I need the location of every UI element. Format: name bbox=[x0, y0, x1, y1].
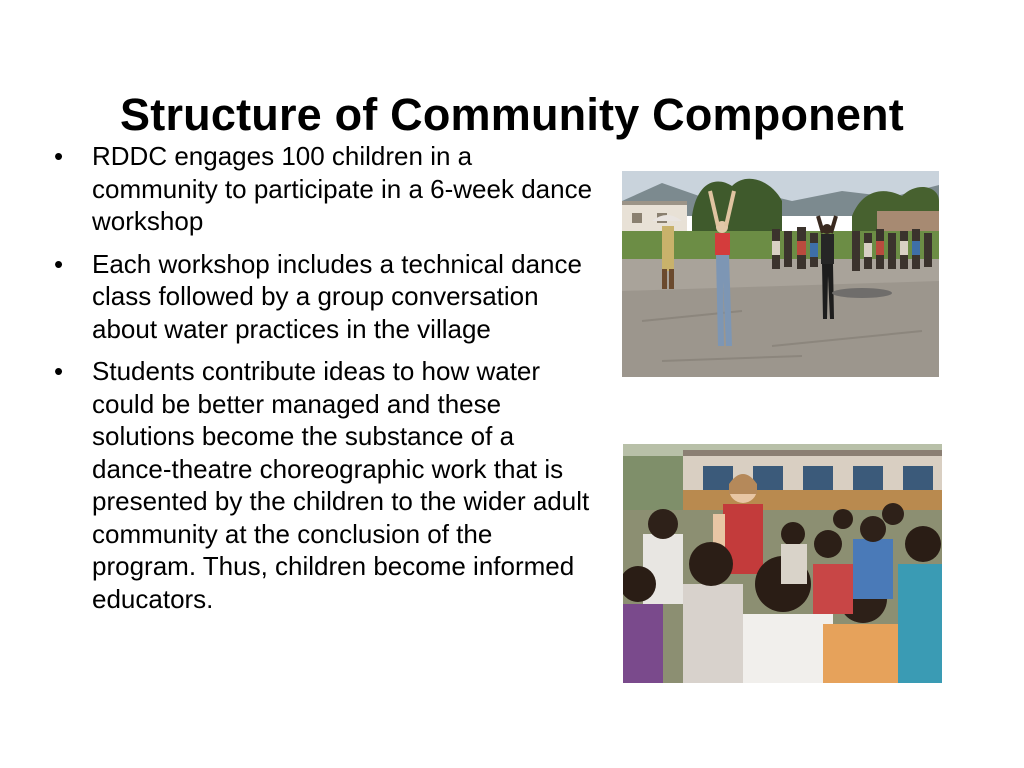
bullet-text: Each workshop includes a technical dance class followed by a group conversation about water practices in the village bbox=[92, 248, 582, 344]
bullet-marker: • bbox=[54, 356, 64, 386]
slide-title: Structure of Community Component bbox=[120, 89, 904, 141]
children-group-photo bbox=[623, 444, 942, 683]
bullet-marker: • bbox=[54, 248, 64, 279]
bullet-item bbox=[52, 248, 597, 346]
bullet-item bbox=[52, 355, 597, 615]
bullet-item bbox=[52, 140, 597, 238]
dance-workshop-photo bbox=[622, 171, 939, 377]
bullet-marker: • bbox=[54, 141, 64, 171]
bullet-text: Students contribute ideas to how water could be better managed and these solutions become the substance of a dance-theatre choreographic work that is presented by the children to the wider adult community at the conclusion of the program. Thus, children become informed educators. bbox=[92, 356, 590, 614]
bullet-text: RDDC engages 100 children in a community to participate in a 6-week dance workshop bbox=[92, 141, 593, 236]
bullet-list bbox=[52, 140, 597, 625]
children-group-image bbox=[623, 444, 942, 683]
dance-workshop-image bbox=[622, 171, 939, 377]
